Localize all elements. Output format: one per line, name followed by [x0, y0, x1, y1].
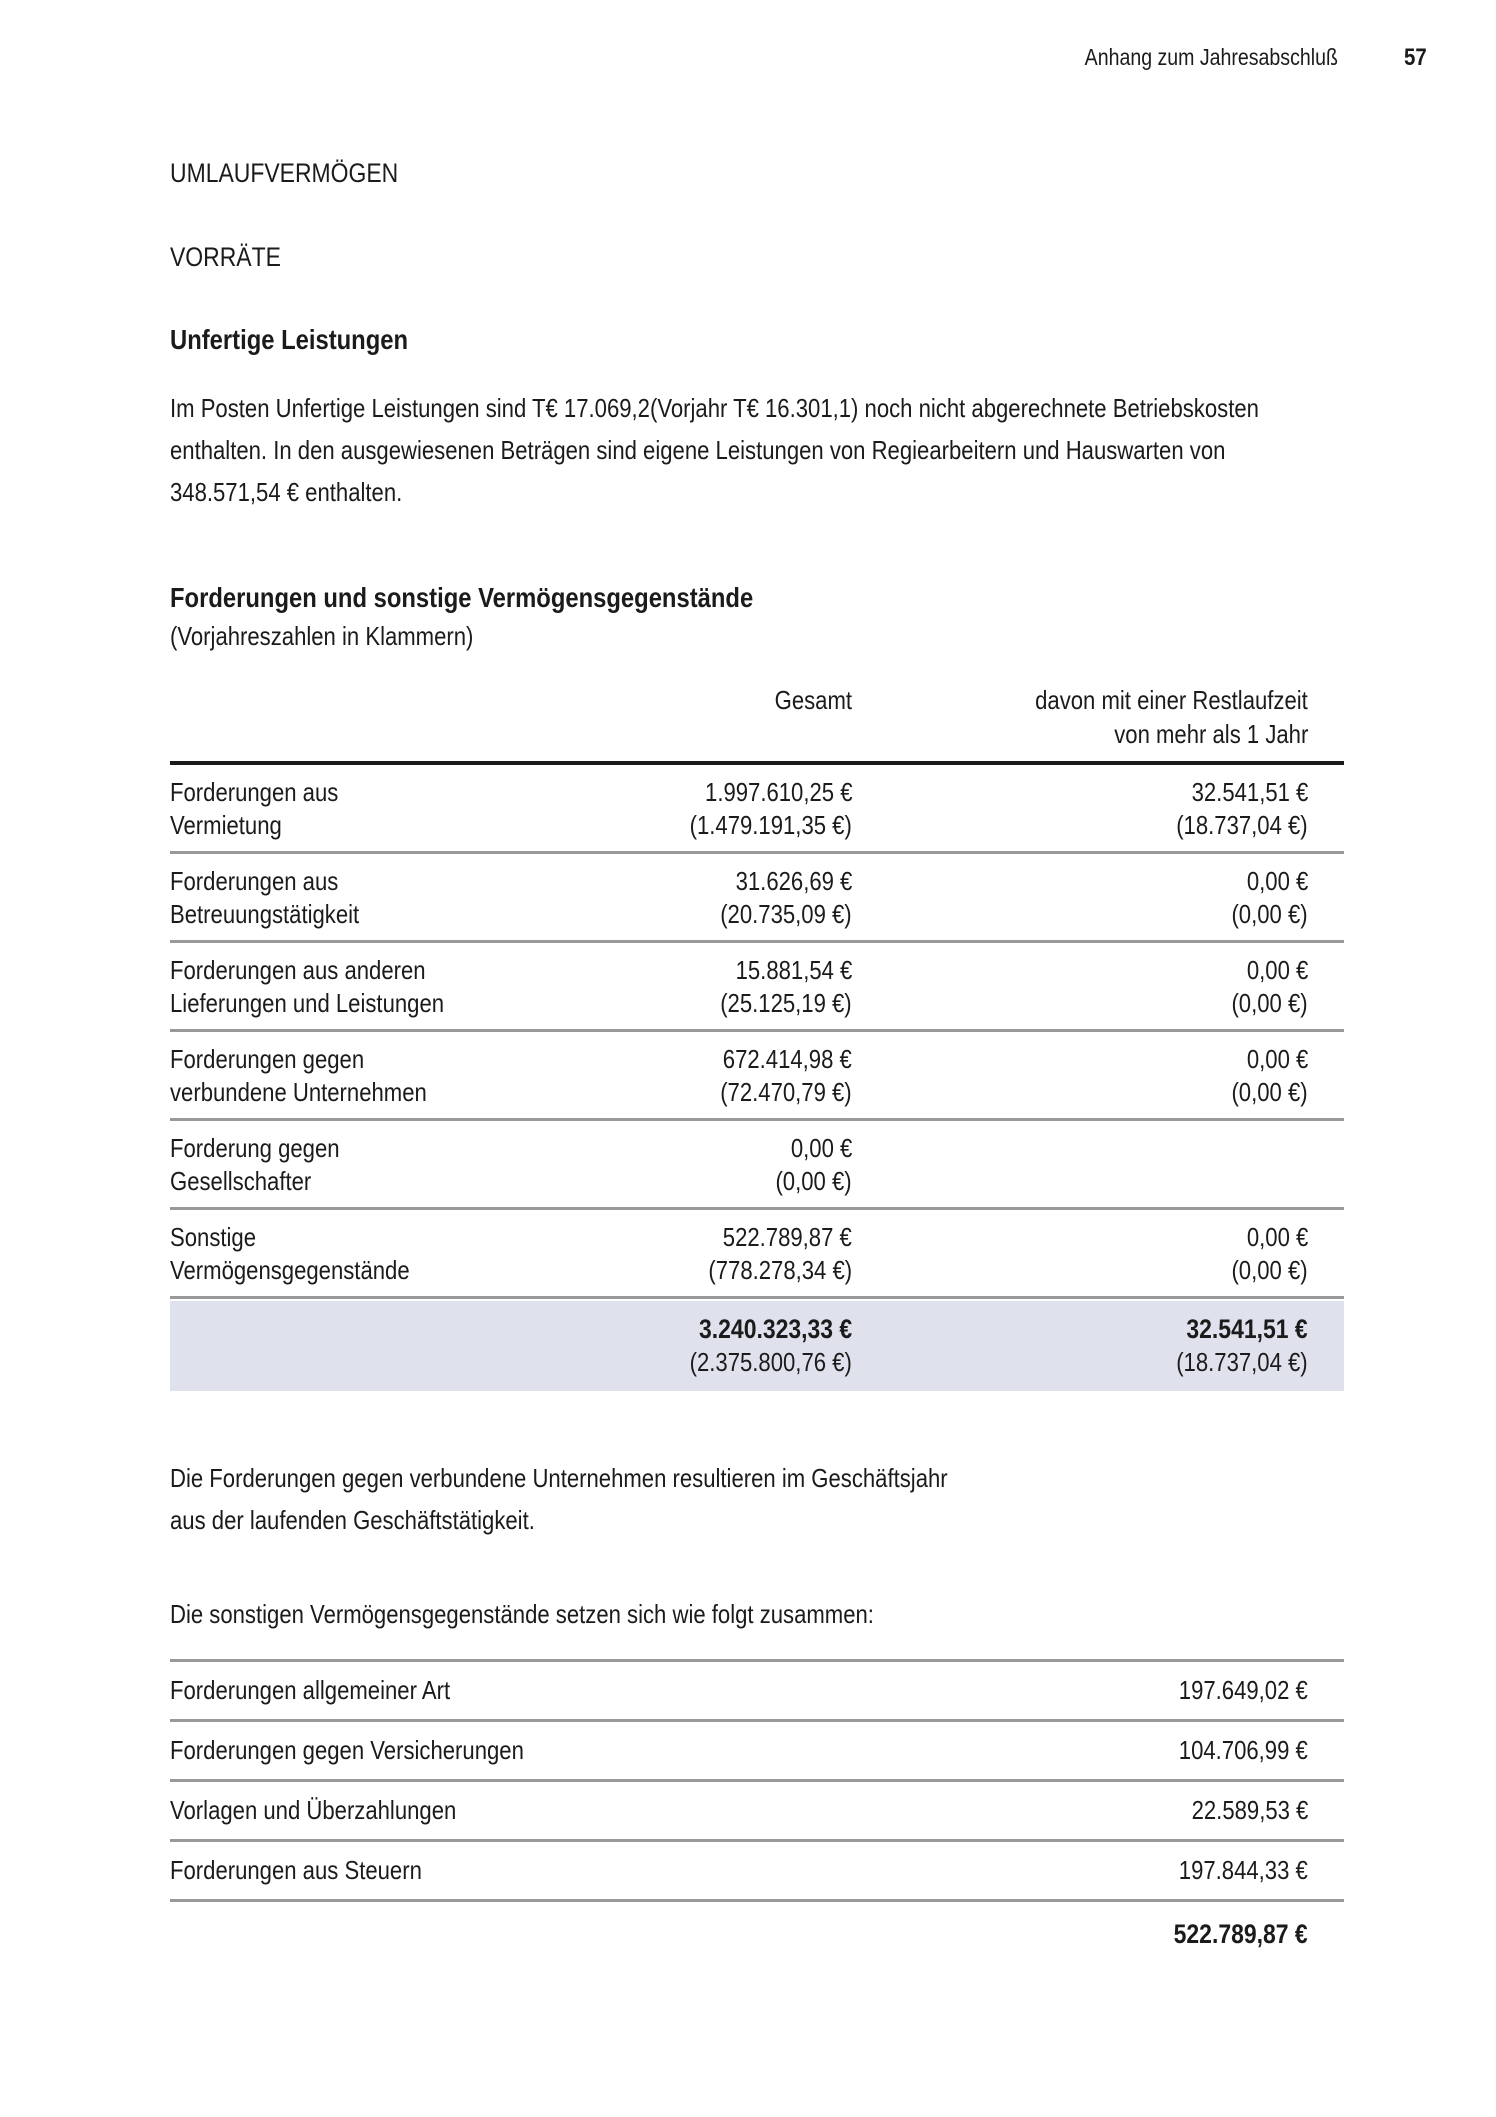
- table-row: [170, 1719, 1344, 1779]
- row-label: Forderungen gegen Versicherungen: [170, 1735, 524, 1765]
- heading-unfertige-leistungen: Unfertige Leistungen: [170, 324, 409, 355]
- table-row: Forderungen aus anderen Lieferungen und Leistungen 15.881,54 € (25.125,19 €) 0,00 € (0,00 €): [170, 943, 1344, 1032]
- column-header-gesamt: Gesamt: [774, 685, 852, 715]
- paragraph-sonstige-intro: Die sonstigen Vermögensgegenstände setzen sich wie folgt zusammen:: [170, 1599, 874, 1629]
- table-row: [170, 1659, 1344, 1719]
- row-label: Forderungen aus Steuern: [170, 1855, 422, 1885]
- table-row: [170, 1839, 1344, 1899]
- table-row: Forderungen gegen verbundene Unternehmen 672.414,98 € (72.470,79 €) 0,00 € (0,00 €): [170, 1032, 1344, 1121]
- table-row: Forderungen aus Betreuungstätigkeit 31.626,69 € (20.735,09 €) 0,00 € (0,00 €): [170, 854, 1344, 943]
- paragraph-unfertige: Im Posten Unfertige Leistungen sind T€ 17.069,2(Vorjahr T€ 16.301,1) noch nicht abgerechnete Betriebskosten enthalten. In den ausgewiesenen Beträgen sind eigene Leistungen von Regiearbeitern und Hauswarten von 348.571,54 € enthalten.: [170, 393, 1259, 507]
- table1-total-row: 3.240.323,33 € (2.375.800,76 €) 32.541,51 € (18.737,04 €): [170, 1301, 1344, 1391]
- row-label: Forderungen allgemeiner Art: [170, 1675, 451, 1705]
- row-label: Vorlagen und Überzahlungen: [170, 1795, 457, 1825]
- header-title: Anhang zum Jahresabschluß: [1085, 44, 1339, 70]
- paragraph-verbundene-note: Die Forderungen gegen verbundene Unternehmen resultieren im Geschäftsjahr aus der laufenden Geschäftstätigkeit.: [170, 1463, 948, 1535]
- row-value: 104.706,99 €: [1178, 1735, 1308, 1765]
- table-row: Forderungen aus Vermietung 1.997.610,25 € (1.479.191,35 €) 32.541,51 € (18.737,04 €): [170, 765, 1344, 854]
- column-header-restlaufzeit: davon mit einer Restlaufzeit von mehr als 1 Jahr: [1035, 685, 1308, 749]
- page-number: 57: [1404, 44, 1427, 71]
- table1-column-headers: [170, 683, 1344, 751]
- table-row: Forderung gegen Gesellschafter 0,00 € (0,00 €): [170, 1121, 1344, 1210]
- page-header: [0, 0, 1496, 71]
- row-value: 197.649,02 €: [1178, 1675, 1308, 1705]
- heading-vorraete: VORRÄTE: [170, 242, 281, 272]
- subheading-vorjahreszahlen: (Vorjahreszahlen in Klammern): [170, 621, 474, 651]
- heading-umlaufvermoegen: UMLAUFVERMÖGEN: [170, 158, 399, 188]
- row-value: 197.844,33 €: [1178, 1855, 1308, 1885]
- table-row: Sonstige Vermögensgegenstände 522.789,87 € (778.278,34 €) 0,00 € (0,00 €): [170, 1210, 1344, 1299]
- heading-forderungen: Forderungen und sonstige Vermögensgegenstände: [170, 582, 754, 613]
- table2-total-row: 522.789,87 €: [170, 1899, 1344, 1966]
- table2: [170, 1659, 1344, 1966]
- row-value: 22.589,53 €: [1191, 1795, 1308, 1825]
- table-row: [170, 1779, 1344, 1839]
- page-content: [0, 157, 1496, 1966]
